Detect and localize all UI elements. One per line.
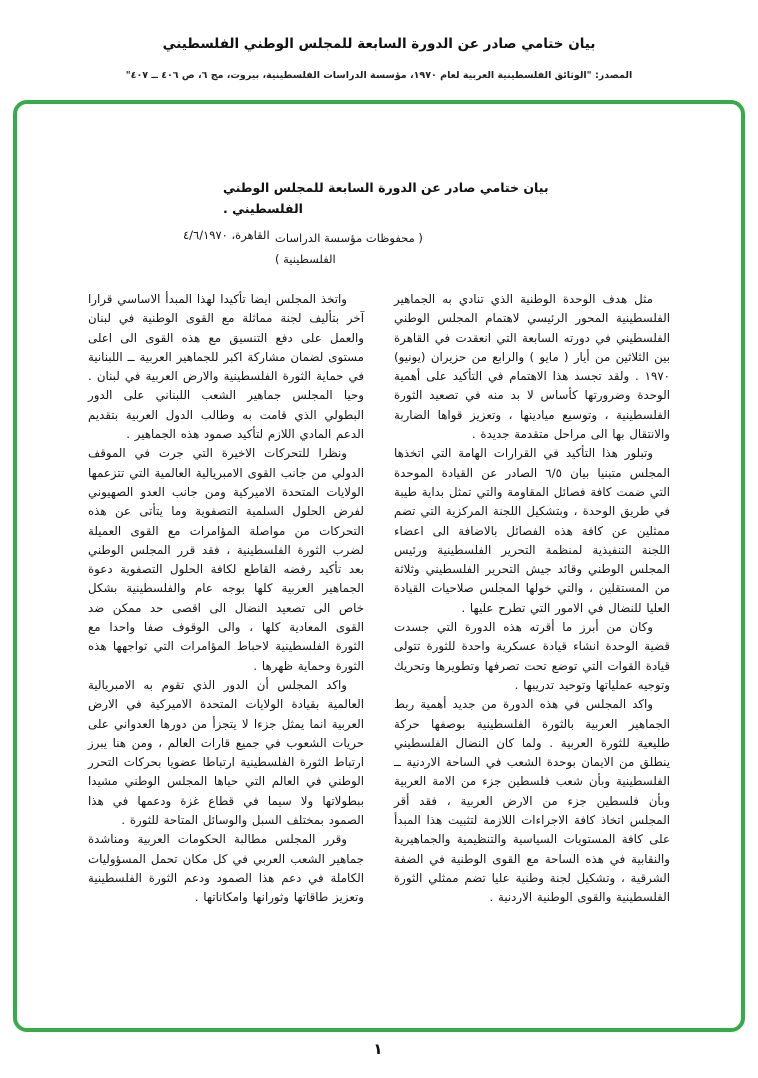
- page-number: ١: [373, 1040, 383, 1058]
- source-citation: المصدر: "الوثائق الفلسطينية العربية لعام ١٩٧٠، مؤسسة الدراسات الفلسطينية، بيروت، مج ٦، ص ٤٠٦ ــ ٤٠٧": [125, 70, 633, 81]
- paragraph: واكد المجلس أن الدور الذي تقوم به الامبريالية العالمية بقيادة الولايات المتحدة الاميركية في الارض العربية انما يمثل جزءا لا يتجزأ من دورها العدواني على حريات الشعوب في جميع قارات العالم ، ومن هنا يبرز ارتباط الثورة الفلسطينية ارتباطا عضويا بحركات التحرر الوطني في العالم التي حياها المجلس الوطني مشيدا ببطولاتها ولا سيما في قطاع غزة ودعمها في هذا الصمود بمختلف السبل والوسائل المتاحة للثورة .: [88, 677, 364, 828]
- paragraph: واتخذ المجلس ايضا تأكيدا لهذا المبدأ الاساسي قرارا آخر بتأليف لجنة مماثلة مع القوى الوطنية في لبنان والعمل على دفع التنسيق مع هذه القوى الى اعلى مستوى لضمان مشاركة اكبر للجماهير العربية ــ اللبنانية في حماية الثورة الفلسطينية والارض العربية في لبنان . وحيا المجلس جماهير الشعب اللبناني على الدور البطولي الذي قامت به وطالب الدول العربية بتقديم الدعم المادي اللازم لتأكيد صمود هذه الجماهير .: [88, 292, 364, 442]
- paragraph: وتبلور هذا التأكيد في القرارات الهامة التي اتخذها المجلس متبنيا بيان ٦/٥ الصادر عن القيادة الموحدة التي ضمت كافة فصائل المقاومة والتي تمثل بداية طيبة في طريق الوحدة ، وبتشكيل اللجنة المركزية التي تضم ممثلين عن كافة هذه الفصائل بالاضافة الى اعضاء اللجنة التنفيذية لمنظمة التحرير الفلسطينية ورئيس المجلس الوطني وقائد جيش التحرير الفلسطيني وثلاثة من المستقلين ، والتي خولها المجلس صلاحيات القيادة العليا للنضال في الامور التي تطرح عليها .: [394, 446, 670, 615]
- column-right: [394, 290, 670, 908]
- dateline-place-date: القاهرة، ٤/٦/١٩٧٠: [183, 228, 270, 242]
- page-title: بيان ختامي صادر عن الدورة السابعة للمجلس الوطني الفلسطيني: [162, 36, 596, 52]
- archive-note: ( محفوظات مؤسسة الدراسات الفلسطينية ): [275, 231, 423, 266]
- paragraph: واكد المجلس في هذه الدورة من جديد أهمية ربط الجماهير العربية بالثورة الفلسطينية بوصفها حركة طليعية للثورة العربية . ولما كان النضال الفلسطيني ينطلق من الايمان بوحدة الشعب في الساحة الاردنية ــ الفلسطينية وبأن شعب فلسطين جزء من الامة العربية وبأن فلسطين جزء من الارض العربية ، فقد أقر المجلس اتخاذ كافة الاجراءات اللازمة لتثبيت هذا المبدأ على كافة المستويات السياسية والتنظيمية والجماهيرية والنقابية في هذه الساحة مع القوى الوطنية في الضفة الشرقية ، وتشكيل لجنة وطنية عليا تضم ممثلي الثورة الفلسطينية والقوى الوطنية الاردنية .: [394, 697, 670, 905]
- column-left: [88, 290, 364, 908]
- document-frame: [13, 100, 745, 1032]
- paragraph: وقرر المجلس مطالبة الحكومات العربية ومناشدة جماهير الشعب العربي في كل مكان تحمل المسؤوليات الكاملة في دعم هذا الصمود ودعم الثورة الفلسطينية وتعزيز طاقاتها وثورانها وامكاناتها .: [88, 832, 364, 905]
- document-columns: [88, 290, 670, 908]
- paragraph: مثل هدف الوحدة الوطنية الذي تنادي به الجماهير الفلسطينية المحور الرئيسي لاهتمام المجلس الوطني الفلسطيني في دورته السابعة التي انعقدت في القاهرة بين الثلاثين من أيار ( مايو ) والرابع من حزيران (يونيو) ١٩٧٠ . ولقد تجسد هذا الاهتمام في التأكيد على أهمية الوحدة وضرورتها كأساس لا بد منه في تصعيد الثورة الفلسطينية ، وتوسيع ميادينها ، وتعزيز قواها الضاربة والانتقال بها الى مراحل متقدمة جديدة .: [394, 292, 670, 442]
- document-title-line2: الفلسطيني .: [223, 201, 303, 216]
- document-title-line1: بيان ختامي صادر عن الدورة السابعة للمجلس الوطني: [223, 180, 549, 195]
- paragraph: وكان من أبرز ما أقرته هذه الدورة التي جسدت قضية الوحدة انشاء قيادة عسكرية واحدة للثورة تتولى قيادة القوات التي توضع تحت تصرفها وتطويرها وتحريك وتوجيه عملياتها وتوحيد تدريبها .: [394, 620, 670, 692]
- paragraph: ونظرا للتحركات الاخيرة التي جرت في الموقف الدولي من جانب القوى الامبريالية العالمية التي تتزعمها الولايات المتحدة الاميركية ومن جانب العدو الصهيوني لفرض الحلول السلمية التصفوية وما يتأتى عن هذه التحركات من مواصلة المؤامرات مع القوى العميلة لضرب الثورة الفلسطينية ، فقد قرر المجلس الوطني بعد تأكيد رفضه القاطع لكافة الحلول التصفوية دعوة الجماهير العربية كلها بوجه عام والفلسطينية بشكل خاص الى تصعيد النضال الى اقصى حد ممكن ضد القوى المعادية كلها ، والى الوقوف صفا واحدا مع الثورة الفلسطينية لاحباط المؤامرات التي تواجهها هذه الثورة وحماية ظهرها .: [88, 446, 364, 673]
